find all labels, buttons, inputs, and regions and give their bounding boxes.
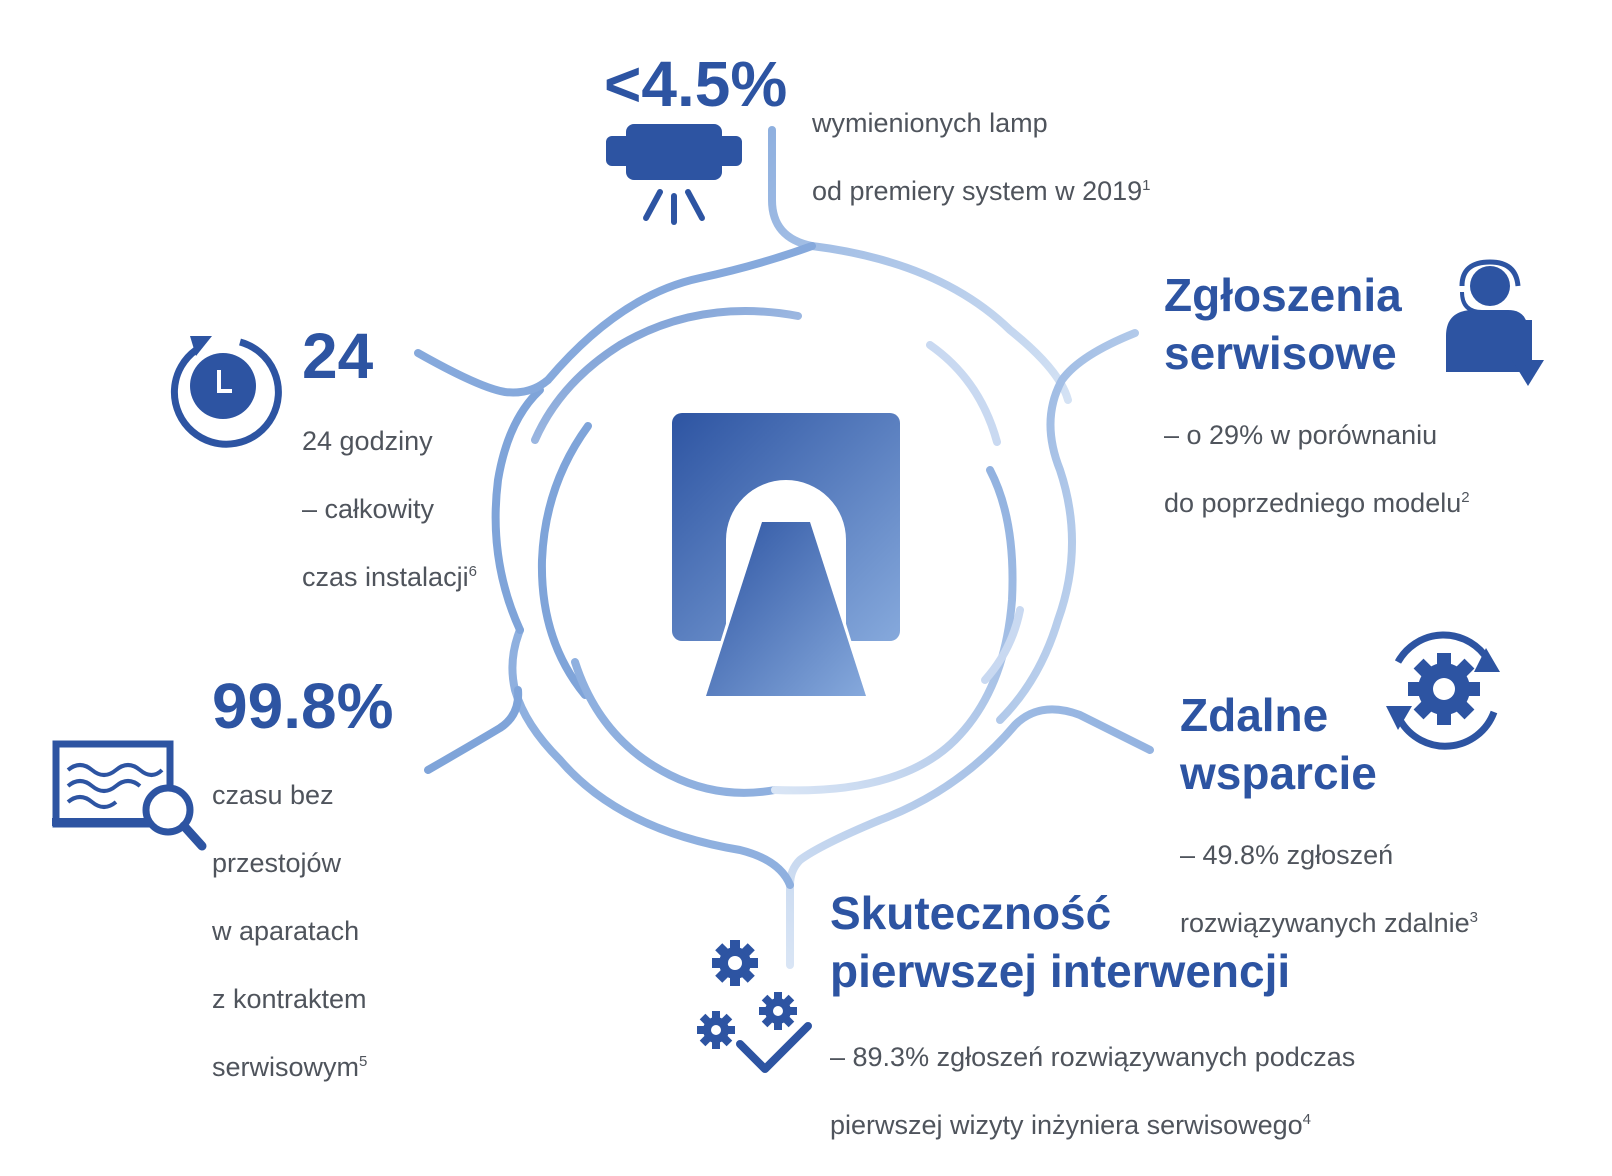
first-time-fix-title-line2: pierwszej interwencji xyxy=(830,945,1291,997)
first-time-fix-title-line1: Skuteczność xyxy=(830,887,1112,939)
service-calls-title-line2: serwisowe xyxy=(1164,327,1397,379)
footnote-3: 3 xyxy=(1469,909,1478,926)
footnote-4: 4 xyxy=(1302,1111,1312,1128)
uptime-desc-line4: z kontraktem xyxy=(212,984,367,1014)
stat-installation xyxy=(302,320,477,628)
uptime-desc-line3: w aparatach xyxy=(212,916,360,946)
uptime-desc-line1: czasu bez xyxy=(212,780,334,810)
remote-support-desc-line2: rozwiązywanych zdalnie xyxy=(1180,908,1470,938)
stat-first-time-fix xyxy=(830,887,1356,1176)
stat-lamps xyxy=(604,48,788,120)
footnote-2: 2 xyxy=(1461,489,1470,506)
scanner-gantry-icon xyxy=(672,413,900,696)
stat-lamps-desc-line2: od premiery system w 2019 xyxy=(812,176,1143,206)
remote-support-desc-line1: – 49.8% zgłoszeń xyxy=(1180,840,1394,870)
stat-installation-value: 24 xyxy=(302,320,374,392)
footnote-5: 5 xyxy=(359,1053,368,1070)
service-calls-desc-line2: do poprzedniego modelu xyxy=(1164,488,1462,518)
first-time-fix-desc-line1: – 89.3% zgłoszeń rozwiązywanych podczas xyxy=(830,1042,1356,1072)
ceiling-lamp-icon xyxy=(606,124,742,222)
clock-refresh-icon xyxy=(174,336,278,444)
installation-desc-line1: 24 godziny xyxy=(302,426,433,456)
monitor-magnifier-icon xyxy=(52,744,202,846)
installation-desc-line2: – całkowity xyxy=(302,494,435,524)
first-time-fix-desc-line2: pierwszej wizyty inżyniera serwisowego xyxy=(830,1110,1303,1140)
footnote-6: 6 xyxy=(468,563,477,580)
stat-service-calls xyxy=(1164,269,1470,554)
uptime-desc-line5: serwisowym xyxy=(212,1052,360,1082)
uptime-desc-line2: przestojów xyxy=(212,848,342,878)
remote-support-title-line1: Zdalne xyxy=(1180,689,1329,741)
footnote-1: 1 xyxy=(1142,177,1151,194)
service-calls-desc-line1: – o 29% w porównaniu xyxy=(1164,420,1438,450)
service-calls-title-line1: Zgłoszenia xyxy=(1164,269,1402,321)
stat-lamps-value: <4.5% xyxy=(604,48,788,120)
stat-uptime-value: 99.8% xyxy=(212,670,394,742)
stat-uptime xyxy=(212,670,394,1118)
installation-desc-line3: czas instalacji xyxy=(302,562,469,592)
stat-lamps-desc-line1: wymienionych lamp xyxy=(812,108,1048,138)
stat-lamps-description xyxy=(812,72,1150,242)
remote-support-title-line2: wsparcie xyxy=(1180,747,1377,799)
